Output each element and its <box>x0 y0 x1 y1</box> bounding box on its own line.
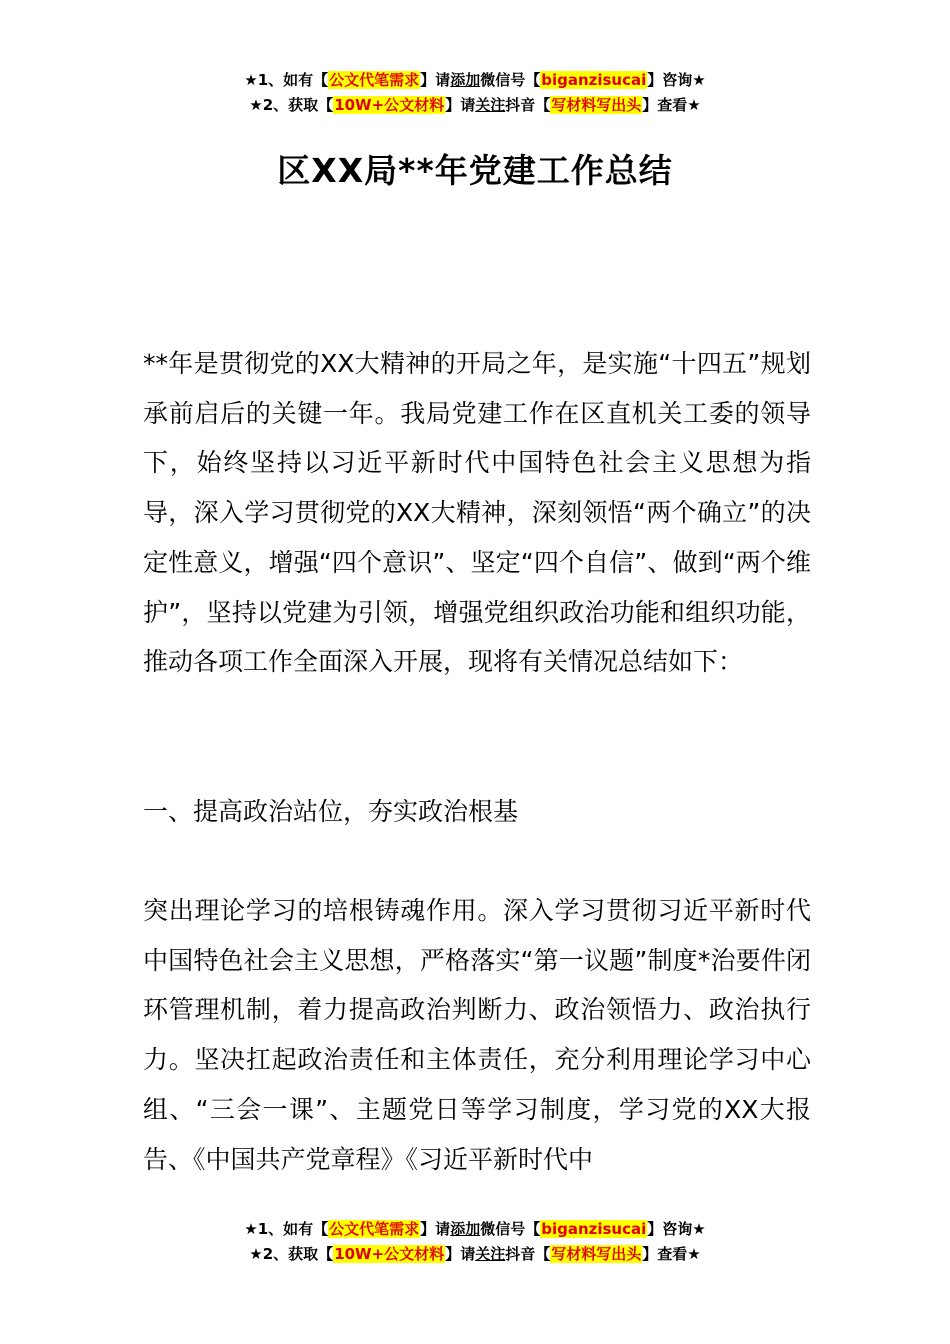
highlight-service: 公文代笔需求 <box>329 1220 420 1238</box>
highlight-materials: 10W+公文材料 <box>334 96 445 114</box>
highlight-wechat-id: biganzisucai <box>541 1220 647 1238</box>
section-paragraph-1: 突出理论学习的培根铸魂作用。深入学习贯彻习近平新时代中国特色社会主义思想，严格落实“第一议题”制度*治要件闭环管理机制，着力提高政治判断力、政治领悟力、政治执行力。坚决扛起政治责任和主体责任，充分利用理论学习中心组、“三会一课”、主题党日等学习制度，学习党的XX大报告、《中国共产党章程》《习近平新时代中 <box>143 896 811 1174</box>
banner-line-2: ★2、获取【10W+公文材料】请关注抖音【写材料写出头】查看★ <box>249 96 701 114</box>
header-banner <box>0 68 950 118</box>
highlight-douyin: 写材料写出头 <box>551 1245 642 1263</box>
highlight-douyin: 写材料写出头 <box>551 96 642 114</box>
highlight-materials: 10W+公文材料 <box>334 1245 445 1263</box>
intro-paragraph: **年是贯彻党的XX大精神的开局之年，是实施“十四五”规划承前启后的关键一年。我局党建工作在区直机关工委的领导下，始终坚持以习近平新时代中国特色社会主义思想为指导，深入学习贯彻党的XX大精神，深刻领悟“两个确立”的决定性意义，增强“四个意识”、坚定“四个自信”、做到“两个维护”，坚持以党建为引领，增强党组织政治功能和组织功能，推动各项工作全面深入开展，现将有关情况总结如下： <box>143 349 811 677</box>
document-title: 区XX局**年党建工作总结 <box>277 151 673 190</box>
banner-line-1: ★1、如有【公文代笔需求】请添加微信号【biganzisucai】咨询★ <box>244 1220 706 1238</box>
banner-line-2: ★2、获取【10W+公文材料】请关注抖音【写材料写出头】查看★ <box>249 1245 701 1263</box>
highlight-service: 公文代笔需求 <box>329 71 420 89</box>
section-heading-1: 一、提高政治站位，夯实政治根基 <box>143 797 519 826</box>
banner-line-1: ★1、如有【公文代笔需求】请添加微信号【biganzisucai】咨询★ <box>244 71 706 89</box>
highlight-wechat-id: biganzisucai <box>541 71 647 89</box>
footer-banner <box>0 1217 950 1267</box>
